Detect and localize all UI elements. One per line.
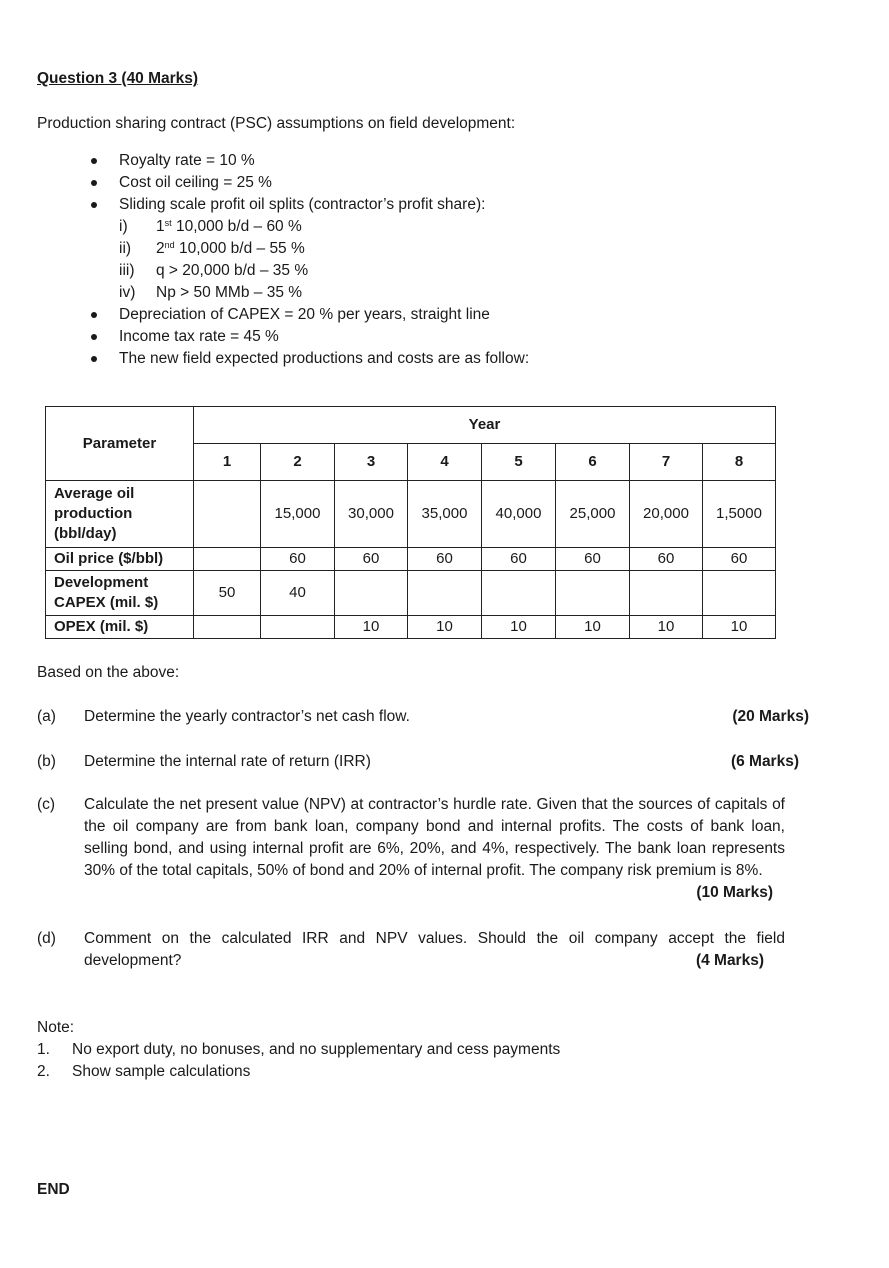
table-cell [194, 548, 261, 571]
table-cell: 60 [482, 548, 556, 571]
table-cell [703, 571, 776, 616]
question-label: (a) [37, 708, 56, 725]
table-row [46, 481, 776, 548]
table-cell: 10 [408, 616, 482, 639]
bullet-icon [91, 356, 97, 362]
marks-label: (6 Marks) [730, 753, 799, 770]
year-cell: 3 [335, 444, 408, 481]
profit-split-item: ii) 2nd 10,000 b/d – 55 % [119, 240, 305, 257]
table-cell [630, 571, 703, 616]
question-text: Comment on the calculated IRR and NPV values. Should the oil company accept the field development? [84, 930, 785, 969]
table-cell: 10 [482, 616, 556, 639]
assumption-list [37, 150, 817, 370]
table-row [46, 616, 776, 639]
note-item: 1. No export duty, no bonuses, and no supplementary and cess payments [37, 1041, 561, 1058]
bullet-icon [91, 312, 97, 318]
intro-text: Production sharing contract (PSC) assumptions on field development: [37, 115, 516, 132]
question-b [37, 751, 799, 773]
question-text: Calculate the net present value (NPV) at contractor’s hurdle rate. Given that the sources of capitals of the oil company are from bank loan, company bond and internal profits. The costs of bank loan, selling bond, and using internal profit are 6%, 20%, and 4%, respectively. The bank loan represents 30% of the total capitals, 50% of bond and 20% of internal profit. The company risk premium is 8%. [84, 796, 785, 879]
year-cell: 6 [556, 444, 630, 481]
year-cell: 5 [482, 444, 556, 481]
profit-split-item: iii) q > 20,000 b/d – 35 % [119, 262, 309, 279]
table-cell: 15,000 [261, 481, 335, 548]
question-text: Determine the internal rate of return (IRR) [84, 753, 371, 770]
end-marker: END [37, 1181, 70, 1198]
assumption-cost-oil: Cost oil ceiling = 25 % [119, 172, 817, 194]
assumption-royalty: Royalty rate = 10 % [119, 150, 817, 172]
year-header: Year [194, 407, 776, 444]
table-cell: 60 [408, 548, 482, 571]
table-cell: 60 [630, 548, 703, 571]
table-cell: 40,000 [482, 481, 556, 548]
assumption-new-field: The new field expected productions and costs are as follow: [119, 348, 817, 370]
table-cell [261, 616, 335, 639]
year-cell: 2 [261, 444, 335, 481]
marks-label: (20 Marks) [732, 708, 809, 725]
row-label: OPEX (mil. $) [46, 616, 194, 639]
table-cell: 10 [703, 616, 776, 639]
table-cell: 10 [556, 616, 630, 639]
table-cell: 20,000 [630, 481, 703, 548]
table-cell: 60 [261, 548, 335, 571]
note-item: 2. Show sample calculations [37, 1063, 251, 1080]
table-cell: 60 [703, 548, 776, 571]
table-cell [194, 481, 261, 548]
table-cell [408, 571, 482, 616]
question-label: (b) [37, 753, 56, 770]
note-section [37, 1017, 560, 1083]
bullet-icon [91, 202, 97, 208]
question-d [37, 928, 785, 972]
table-cell: 60 [556, 548, 630, 571]
table-cell: 35,000 [408, 481, 482, 548]
table-cell: 50 [194, 571, 261, 616]
row-label: Average oil production (bbl/day) [46, 481, 194, 548]
question-page [37, 68, 817, 1198]
table-cell: 10 [335, 616, 408, 639]
marks-label: (4 Marks) [695, 952, 764, 969]
question-label: (d) [37, 930, 56, 947]
year-cell: 1 [194, 444, 261, 481]
assumption-sliding-scale: Sliding scale profit oil splits (contractor’s profit share): i) 1st 10,000 b/d – 60 % ii) 2nd 10,000 b/d – 55 % iii) q > 20,000 b/d – 35 % iv) Np > 50 MMb – 35 % [119, 194, 817, 304]
row-label: Oil price ($/bbl) [46, 548, 194, 571]
note-title: Note: [37, 1019, 75, 1036]
table-cell: 40 [261, 571, 335, 616]
bullet-icon [91, 334, 97, 340]
table-cell [194, 616, 261, 639]
table-row [46, 571, 776, 616]
table-row [46, 548, 776, 571]
based-on-text: Based on the above: [37, 664, 180, 681]
table-cell [556, 571, 630, 616]
parameter-header: Parameter [46, 407, 194, 481]
profit-split-list [119, 216, 817, 304]
profit-split-item: i) 1st 10,000 b/d – 60 % [119, 218, 302, 235]
question-c [37, 794, 785, 904]
bullet-icon [91, 180, 97, 186]
table-cell: 10 [630, 616, 703, 639]
table-cell [482, 571, 556, 616]
question-text: Determine the yearly contractor’s net cash flow. [84, 708, 410, 725]
assumption-income-tax: Income tax rate = 45 % [119, 326, 817, 348]
bullet-icon [91, 158, 97, 164]
table-cell: 60 [335, 548, 408, 571]
marks-label: (10 Marks) [696, 884, 773, 901]
table-cell: 30,000 [335, 481, 408, 548]
question-heading: Question 3 (40 Marks) [37, 70, 199, 87]
table-cell [335, 571, 408, 616]
profit-split-item: iv) Np > 50 MMb – 35 % [119, 284, 303, 301]
table-cell: 25,000 [556, 481, 630, 548]
question-a [37, 706, 809, 728]
assumption-depreciation: Depreciation of CAPEX = 20 % per years, straight line [119, 304, 817, 326]
table-cell: 1,5000 [703, 481, 776, 548]
question-label: (c) [37, 796, 56, 813]
row-label: Development CAPEX (mil. $) [46, 571, 194, 616]
year-cell: 7 [630, 444, 703, 481]
year-cell: 8 [703, 444, 776, 481]
year-cell: 4 [408, 444, 482, 481]
production-cost-table [45, 406, 776, 639]
